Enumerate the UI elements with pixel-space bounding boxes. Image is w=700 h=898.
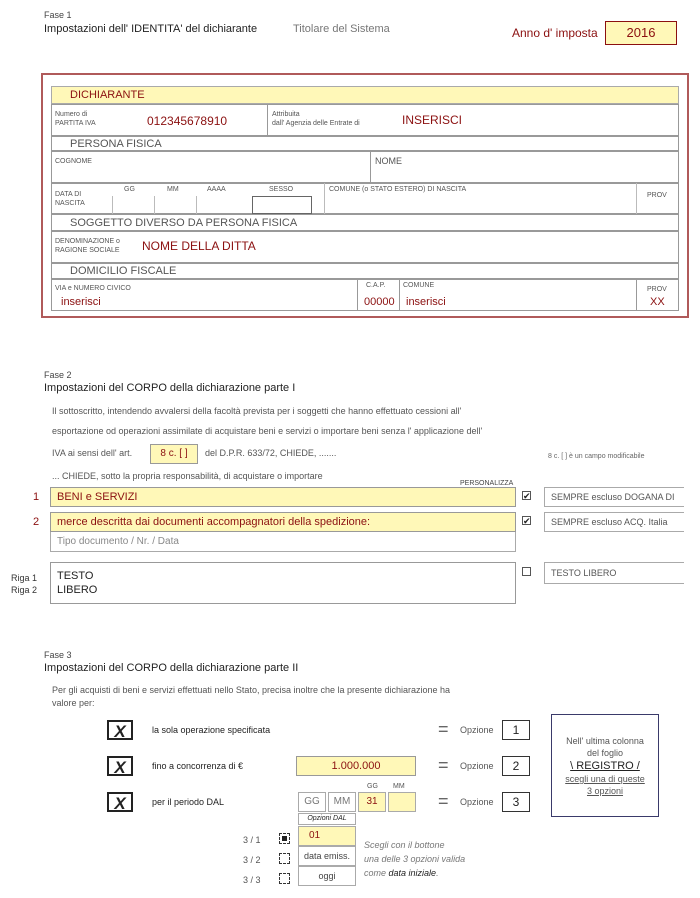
box-line5: 3 opzioni <box>586 786 624 796</box>
registro-info-box <box>551 714 659 817</box>
option1-x-button[interactable]: X <box>107 720 133 740</box>
dichiarante-title: DICHIARANTE <box>70 89 145 101</box>
option2-x-button[interactable]: X <box>107 756 133 776</box>
riga2-label: Riga 2 <box>11 585 38 595</box>
row1-side-text: SEMPRE escluso DOGANA DI <box>551 492 675 502</box>
via-label: VIA e NUMERO CIVICO <box>55 285 131 292</box>
divider <box>267 104 268 136</box>
row1-input[interactable] <box>50 487 516 507</box>
hint-text <box>364 838 465 880</box>
option3-number: 3 <box>502 792 530 812</box>
via-input[interactable]: inserisci <box>61 296 101 308</box>
box-line4: scegli una di queste <box>565 774 645 784</box>
mm-value-input[interactable] <box>388 792 416 812</box>
art-input[interactable]: 8 c. [ ] <box>150 444 198 464</box>
gg-label: GG <box>124 186 135 193</box>
piva-input[interactable]: 012345678910 <box>147 114 228 128</box>
row1-text: BENI e SERVIZI <box>57 491 138 503</box>
owner-label: Titolare del Sistema <box>293 23 390 35</box>
testo-line2: LIBERO <box>57 584 98 596</box>
soggetto-title: SOGGETTO DIVERSO DA PERSONA FISICA <box>70 217 298 229</box>
agency-input[interactable]: INSERISCI <box>402 113 463 127</box>
concorrenza-input[interactable]: 1.000.000 <box>296 756 416 776</box>
sub3-value[interactable]: oggi <box>298 866 356 886</box>
fase2-para1: Il sottoscritto, intendendo avvalersi della facoltà prevista per i soggetti che hanno effettuato cessioni all' <box>52 406 462 416</box>
piva-row <box>51 104 679 136</box>
mm-small-label: MM <box>393 783 405 790</box>
mm-placeholder[interactable]: MM <box>328 792 356 812</box>
row2-side-field[interactable] <box>544 512 684 532</box>
divider <box>636 279 637 311</box>
denominazione-input[interactable]: NOME DELLA DITTA <box>142 239 256 253</box>
box-line1: Nell' ultima colonna <box>566 736 644 746</box>
fase1-title: Impostazioni dell' IDENTITA' del dichiarante <box>44 23 258 35</box>
sub3-label: 3 / 3 <box>243 875 261 885</box>
sub3-select-button[interactable] <box>279 873 290 884</box>
anno-input[interactable]: 2016 <box>605 21 677 45</box>
fase3-para2: valore per: <box>52 698 95 708</box>
divider <box>154 196 155 214</box>
comune-nascita-label: COMUNE (o STATO ESTERO) DI NASCITA <box>329 186 467 193</box>
sesso-label: SESSO <box>269 186 294 193</box>
denominazione-label: DENOMINAZIONE o RAGIONE SOCIALE <box>55 238 120 254</box>
box-line2: del foglio <box>586 748 624 758</box>
testo-checkbox[interactable] <box>522 567 531 576</box>
nome-label: NOME <box>375 156 402 166</box>
comune-label: COMUNE <box>403 282 435 289</box>
riga-labels <box>11 572 37 596</box>
cognome-row <box>51 151 679 183</box>
sub2-label: 3 / 2 <box>243 855 261 865</box>
gg-placeholder[interactable]: GG <box>298 792 326 812</box>
gg-small-label: GG <box>367 783 378 790</box>
row2-text: merce descritta dai documenti accompagnatori della spedizione: <box>57 516 371 528</box>
testo-side-field[interactable] <box>544 562 684 584</box>
option3-equals: = <box>438 791 449 811</box>
divider <box>399 279 400 311</box>
fase3-label: Fase 3 <box>44 650 72 660</box>
cap-input[interactable]: 00000 <box>364 296 395 308</box>
divider <box>370 151 371 183</box>
sub2-value[interactable]: data emiss. <box>298 846 356 866</box>
option1-number: 1 <box>502 720 530 740</box>
fase2-para3a: IVA ai sensi dell' art. <box>52 448 133 458</box>
sub1-label: 3 / 1 <box>243 835 261 845</box>
option2-label: fino a concorrenza di € <box>152 761 244 771</box>
row1-checkbox[interactable]: ✔ <box>523 491 531 501</box>
persona-fisica-header <box>51 136 679 151</box>
fase2-para3b: del D.P.R. 633/72, CHIEDE, ....... <box>205 448 337 458</box>
fase2-para2: esportazione od operazioni assimilate di acquistare beni e servizi o importare beni senza l' applicazione dell' <box>52 426 483 436</box>
option3-label: per il periodo DAL <box>152 797 225 807</box>
hint-line3: come data iniziale. <box>364 868 439 878</box>
mm-label: MM <box>167 186 179 193</box>
cap-label: C.A.P. <box>366 282 386 289</box>
agency-label: Attribuita dall' Agenzia delle Entrate di <box>272 111 360 127</box>
sub1-select-button[interactable] <box>279 833 290 844</box>
option2-number: 2 <box>502 756 530 776</box>
row2-input[interactable] <box>50 512 516 532</box>
divider <box>196 196 197 214</box>
row2-sub-input[interactable] <box>50 532 516 552</box>
prov-input[interactable]: XX <box>650 296 665 308</box>
aaaa-label: AAAA <box>207 186 226 193</box>
fase3-para1: Per gli acquisti di beni e servizi effettuati nello Stato, precisa inoltre che la presente dichiarazione ha <box>52 685 451 695</box>
row2-checkbox[interactable]: ✔ <box>523 516 531 526</box>
soggetto-header <box>51 214 679 231</box>
row2-number: 2 <box>33 516 40 528</box>
chiede-text: ... CHIEDE, sotto la propria responsabilità, di acquistare o importare <box>52 471 323 481</box>
row1-side-field[interactable] <box>544 487 684 507</box>
testo-line1: TESTO <box>57 570 94 582</box>
option2-equals: = <box>438 755 449 775</box>
fase2-title: Impostazioni del CORPO della dichiarazione parte I <box>44 382 296 394</box>
hint-line1: Scegli con il bottone <box>364 840 445 850</box>
testo-side-text: TESTO LIBERO <box>551 568 617 578</box>
fase2-label: Fase 2 <box>44 370 72 380</box>
piva-label: Numero di PARTITA IVA <box>55 111 96 127</box>
option1-equals: = <box>438 719 449 739</box>
row1-number: 1 <box>33 491 40 503</box>
personalizza-label: PERSONALIZZA <box>460 480 514 487</box>
fase1-label: Fase 1 <box>44 10 72 20</box>
prov-label: PROV <box>647 286 667 293</box>
fase3-title: Impostazioni del CORPO della dichiarazione parte II <box>44 662 299 674</box>
domicilio-title: DOMICILIO FISCALE <box>70 265 177 277</box>
option2-opzione-label: Opzione <box>460 761 494 771</box>
anno-label: Anno d' imposta <box>512 26 598 40</box>
option3-opzione-label: Opzione <box>460 797 494 807</box>
persona-fisica-title: PERSONA FISICA <box>70 138 162 150</box>
art-note: 8 c. [ ] è un campo modificabile <box>548 453 645 460</box>
opzioni-dal-header: Opzioni DAL <box>298 813 356 825</box>
testo-libero-textarea[interactable] <box>50 562 516 604</box>
option1-opzione-label: Opzione <box>460 725 494 735</box>
gg-value-input[interactable]: 31 <box>358 792 386 812</box>
divider <box>324 183 325 214</box>
riga1-label: Riga 1 <box>11 573 38 583</box>
comune-input[interactable]: inserisci <box>406 296 446 308</box>
domicilio-header <box>51 263 679 279</box>
prov-label: PROV <box>647 192 667 199</box>
option1-label: la sola operazione specificata <box>152 725 271 735</box>
sesso-input[interactable] <box>252 196 312 214</box>
row2-sub-placeholder: Tipo documento / Nr. / Data <box>57 536 179 547</box>
option3-x-button[interactable]: X <box>107 792 133 812</box>
sub1-value[interactable]: 01 <box>298 826 356 846</box>
registro-link[interactable]: \ REGISTRO / <box>570 760 640 772</box>
dichiarante-header <box>51 86 679 104</box>
divider <box>636 183 637 214</box>
row2-side-text: SEMPRE escluso ACQ. Italia <box>551 517 668 527</box>
data-nascita-label: DATA DI NASCITA <box>55 191 85 207</box>
divider <box>112 196 113 214</box>
hint-line2: una delle 3 opzioni valida <box>364 854 466 864</box>
divider <box>357 279 358 311</box>
cognome-label: COGNOME <box>55 158 92 165</box>
sub2-select-button[interactable] <box>279 853 290 864</box>
